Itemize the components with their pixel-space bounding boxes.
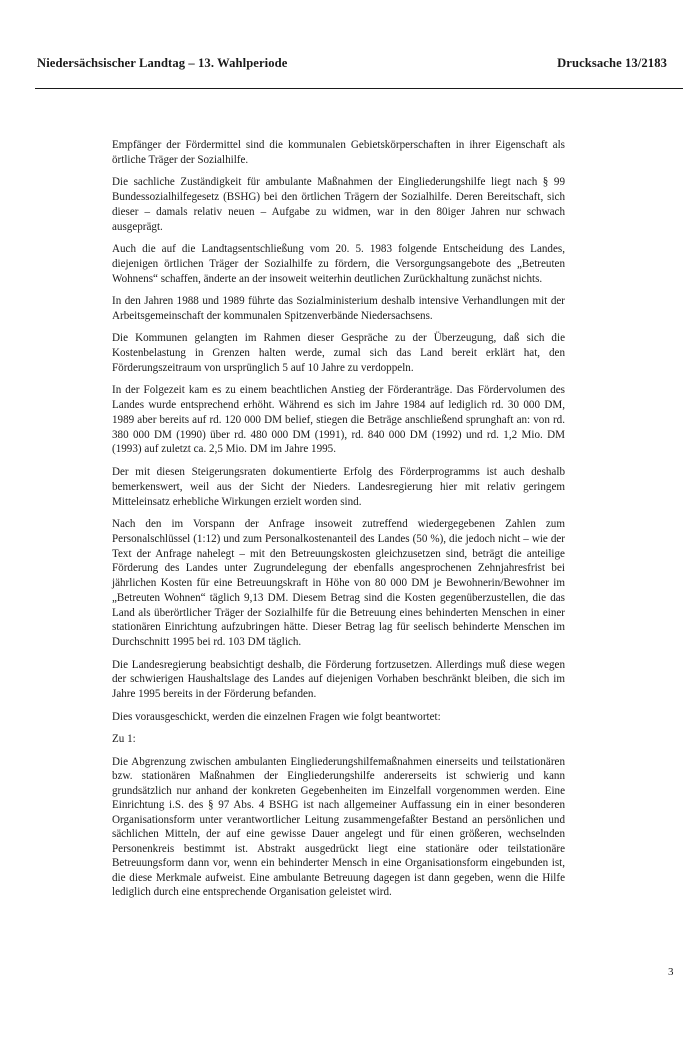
header-rule (35, 88, 683, 89)
document-body (112, 138, 565, 908)
paragraph: In der Folgezeit kam es zu einem beachtlichen Anstieg der Förderanträge. Das Fördervolumen des Landes wurde entsprechend erhöht. Während es sich im Jahre 1984 auf lediglich rd. 30 000 DM, 1989 aber bereits auf rd. 120 000 DM belief, stiegen die Beträge anschließend sprunghaft an: von rd. 380 000 DM (1990) über rd. 480 000 DM (1991), rd. 840 000 DM (1992) und rd. 1,2 Mio. DM (1993) auf zuletzt ca. 2,5 Mio. DM im Jahre 1995. (112, 384, 565, 456)
paragraph: Die sachliche Zuständigkeit für ambulante Maßnahmen der Eingliederungshilfe liegt nach § 99 Bundessozialhilfegesetz (BSHG) bei den örtlichen Trägern der Sozialhilfe. Deren Bereitschaft, sich dieser – damals relativ neuen – Aufgabe zu widmen, war in den 80iger Jahren nur schwach ausgeprägt. (112, 176, 565, 233)
paragraph: Die Abgrenzung zwischen ambulanten Eingliederungshilfemaßnahmen einerseits und teilstationären bzw. stationären Maßnahmen der Eingliederungshilfe andererseits ist schwierig und kann grundsätzlich nur anhand der konkreten Gegebenheiten im Einzelfall vorgenommen werden. Eine Einrichtung i.S. des § 97 Abs. 4 BSHG ist nach allgemeiner Auffassung ein in einer besonderen Organisationsform unter verantwortlicher Leitung zusammengefaßter Bestand an persönlichen und sächlichen Mitteln, der auf eine gewisse Dauer angelegt und für einen größeren, wechselnden Personenkreis bestimmt ist. Abstrakt ausgedrückt liegt eine stationäre oder teilstationäre Betreuungsform dann vor, wenn ein behinderter Mensch in eine Organisationsform eingebunden ist, die diese Merkmale aufweist. Eine ambulante Betreuung dagegen ist dann gegeben, wenn die Hilfe lediglich durch eine entsprechende Organisation geleistet wird. (112, 755, 565, 899)
document-number: Drucksache 13/2183 (557, 56, 667, 70)
header-title: Niedersächsischer Landtag – 13. Wahlperiode (37, 56, 288, 70)
paragraph: Der mit diesen Steigerungsraten dokumentierte Erfolg des Förderprogramms ist auch deshalb bemerkenswert, weil aus der Sicht der Nieders. Landesregierung hier mit relativ geringem Mitteleinsatz erhebliche Wirkungen erzielt worden sind. (112, 466, 565, 508)
paragraph: Dies vorausgeschickt, werden die einzelnen Fragen wie folgt beantwortet: (112, 710, 441, 723)
paragraph: Nach den im Vorspann der Anfrage insoweit zutreffend wiedergegebenen Zahlen zum Personalschlüssel (1:12) und zum Personalkostenanteil des Landes (50 %), die jedoch nicht – wie der Text der Anfrage nahelegt – mit den Betreuungskosten gleichzusetzen sind, beträgt die anteilige Förderung des Landes unter Zugrundelegung der ebenfalls angesprochenen Zehnjahresfrist bei jährlichen Kosten für eine Betreuungskraft in Höhe von 80 000 DM je Bewohnerin/Bewohner im „Betreuten Wohnen“ täglich 9,13 DM. Diesem Betrag sind die Kosten gegenüberzustellen, die das Land als überörtlicher Träger der Sozialhilfe für die Betreuung eines behinderten Menschen in einer stationären Einrichtung aufzubringen hätte. Dieser Betrag lag für seelisch behinderte Menschen im Durchschnitt 1995 bei rd. 103 DM täglich. (112, 518, 565, 649)
paragraph: Auch die auf die Landtagsentschließung vom 20. 5. 1983 folgende Entscheidung des Landes, diejenigen örtlichen Träger der Sozialhilfe zu fördern, die Versorgungsangebote des „Betreuten Wohnens“ schaffen, änderte an der insoweit weiterhin deutlichen Zurückhaltung zunächst nichts. (112, 243, 565, 285)
paragraph: Empfänger der Fördermittel sind die kommunalen Gebietskörperschaften in ihrer Eigenschaft als örtliche Träger der Sozialhilfe. (112, 139, 565, 166)
paragraph: Die Landesregierung beabsichtigt deshalb, die Förderung fortzusetzen. Allerdings muß diese wegen der schwierigen Haushaltslage des Landes auf diejenigen Vorhaben beschränkt bleiben, die sich im Jahre 1995 bereits in der Förderung befanden. (112, 658, 565, 701)
section-heading: Zu 1: (112, 733, 136, 746)
page-number: 3 (668, 966, 674, 978)
page-header (37, 56, 667, 71)
paragraph: In den Jahren 1988 und 1989 führte das Sozialministerium deshalb intensive Verhandlungen mit der Arbeitsgemeinschaft der kommunalen Spitzenverbände Niedersachsens. (112, 295, 565, 322)
paragraph: Die Kommunen gelangten im Rahmen dieser Gespräche zu der Überzeugung, daß sich die Kostenbelastung in Grenzen halten werde, zumal sich das Land bereit erklärt hat, den Förderungszeitraum von ursprünglich 5 auf 10 Jahre zu verdoppeln. (112, 332, 565, 374)
